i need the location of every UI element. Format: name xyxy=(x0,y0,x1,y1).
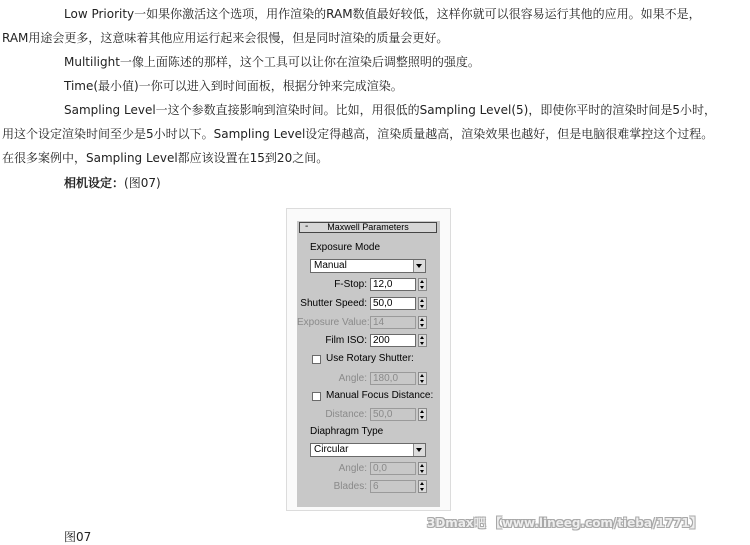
use-rotary-shutter-label: Use Rotary Shutter: xyxy=(326,353,414,364)
fstop-label: F-Stop: xyxy=(334,279,367,290)
film-iso-label: Film ISO: xyxy=(325,335,367,346)
exposure-value-spinner-icon xyxy=(418,316,427,329)
paragraph-low-priority-line2: RAM用途会更多，这意味着其他应用运行起来会很慢，但是同时渲染的质量会更好。 xyxy=(2,31,449,45)
fstop-value: 12,0 xyxy=(373,279,393,290)
blades-value: 6 xyxy=(373,481,379,492)
paragraph-time: Time(最小值)一你可以进入到时间面板，根据分钟来完成渲染。 xyxy=(64,79,403,93)
manual-focus-label: Manual Focus Distance: xyxy=(326,390,434,401)
exposure-mode-dropdown[interactable] xyxy=(310,259,426,273)
blades-label: Blades: xyxy=(333,481,367,492)
diaphragm-angle-field xyxy=(370,462,416,475)
collapse-toggle-icon[interactable]: - xyxy=(305,221,309,232)
rotary-angle-field xyxy=(370,372,416,385)
paragraph-sampling-line3: 在很多案例中，Sampling Level都应该设置在15到20之间。 xyxy=(2,151,329,165)
shutter-speed-value: 50,0 xyxy=(373,298,393,309)
diaphragm-type-dropdown[interactable] xyxy=(310,443,426,457)
diaphragm-angle-value: 0,0 xyxy=(373,463,387,474)
figure-07 xyxy=(286,208,451,511)
rotary-angle-value: 180,0 xyxy=(373,373,399,384)
distance-value: 50,0 xyxy=(373,409,393,420)
watermark: 3Dmax吧 【www.lineeg.com/tieba/1771】 xyxy=(427,516,702,530)
camera-heading-ref: (图07) xyxy=(124,176,161,190)
exposure-value-field xyxy=(370,316,416,329)
shutter-speed-spinner-icon[interactable] xyxy=(418,297,427,310)
chevron-down-icon[interactable] xyxy=(413,260,425,272)
camera-heading-text: 相机设定： xyxy=(64,176,125,190)
manual-focus-checkbox[interactable] xyxy=(312,392,321,401)
distance-field xyxy=(370,408,416,421)
shutter-speed-label: Shutter Speed: xyxy=(300,298,367,309)
film-iso-spinner-icon[interactable] xyxy=(418,334,427,347)
rollout-title: Maxwell Parameters xyxy=(327,222,409,232)
diaphragm-type-value: Circular xyxy=(314,444,349,455)
distance-spinner-icon xyxy=(418,408,427,421)
paragraph-multilight: Multilight一像上面陈述的那样，这个工具可以让你在渲染后调整照明的强度。 xyxy=(64,55,480,69)
fstop-field[interactable] xyxy=(370,278,416,291)
chevron-down-icon[interactable] xyxy=(413,444,425,456)
figure-caption: 图07 xyxy=(64,530,92,544)
diaphragm-type-label: Diaphragm Type xyxy=(310,426,384,437)
diaphragm-angle-label: Angle: xyxy=(338,463,367,474)
blades-spinner-icon xyxy=(418,480,427,493)
paragraph-low-priority-line1: Low Priority一如果你激活这个选项，用作渲染的RAM数值最好较低，这样你就可以很容易运行其他的应用。如果不是， xyxy=(64,7,701,21)
film-iso-value: 200 xyxy=(373,335,390,346)
exposure-mode-label: Exposure Mode xyxy=(310,242,381,253)
blades-field xyxy=(370,480,416,493)
diaphragm-angle-spinner-icon xyxy=(418,462,427,475)
exposure-mode-value: Manual xyxy=(314,260,347,271)
shutter-speed-field[interactable] xyxy=(370,297,416,310)
fstop-spinner-icon[interactable] xyxy=(418,278,427,291)
paragraph-sampling-line1: Sampling Level一这个参数直接影响到渲染时间。比如，用很低的Sampling Level(5)，即使你平时的渲染时间是5小时， xyxy=(64,103,716,117)
paragraph-sampling-line2: 用这个设定渲染时间至少是5小时以下。Sampling Level设定得越高，渲染质量越高，渲染效果也越好，但是电脑很难掌控这个过程。 xyxy=(2,127,714,141)
rotary-angle-label: Angle: xyxy=(338,373,367,384)
film-iso-field[interactable] xyxy=(370,334,416,347)
rollout-header[interactable] xyxy=(299,222,437,233)
exposure-value-value: 14 xyxy=(373,317,385,328)
maxwell-parameters-panel xyxy=(297,221,440,507)
distance-label: Distance: xyxy=(325,409,367,420)
use-rotary-shutter-checkbox[interactable] xyxy=(312,355,321,364)
rotary-angle-spinner-icon xyxy=(418,372,427,385)
camera-settings-heading xyxy=(0,171,742,195)
exposure-value-label: Exposure Value: xyxy=(297,317,370,328)
